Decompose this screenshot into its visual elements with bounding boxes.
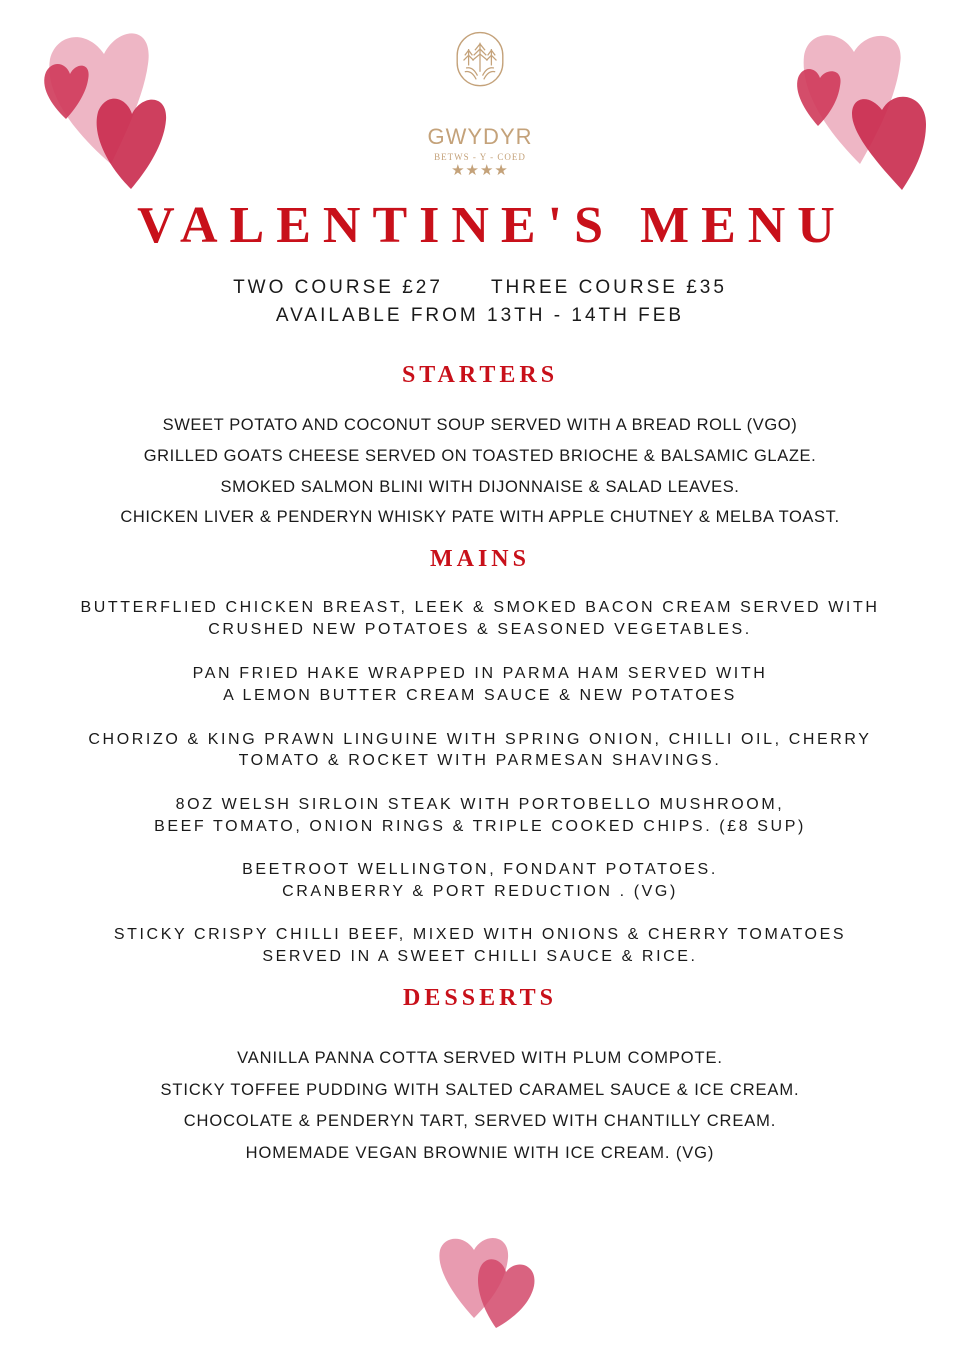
dessert-item: VANILLA PANNA COTTA SERVED WITH PLUM COMPOTE. xyxy=(237,1049,723,1067)
star-rating: ★★★★ xyxy=(451,162,509,179)
main-item-line: CRUSHED NEW POTATOES & SEASONED VEGETABLES. xyxy=(208,621,752,638)
pricing-line xyxy=(0,277,960,299)
main-item-line: BUTTERFLIED CHICKEN BREAST, LEEK & SMOKED BACON CREAM SERVED WITH xyxy=(80,599,880,616)
main-item-line: STICKY CRISPY CHILLI BEEF, MIXED WITH ONIONS & CHERRY TOMATOES xyxy=(113,926,847,943)
main-item-line: BEEF TOMATO, ONION RINGS & TRIPLE COOKED CHIPS. (£8 SUP) xyxy=(154,818,806,835)
three-course-price: THREE COURSE £35 xyxy=(490,277,727,298)
starter-item: CHICKEN LIVER & PENDERYN WHISKY PATE WITH APPLE CHUTNEY & MELBA TOAST. xyxy=(120,508,840,526)
starter-item: SMOKED SALMON BLINI WITH DIJONNAISE & SALAD LEAVES. xyxy=(220,478,740,496)
main-item-line: TOMATO & ROCKET WITH PARMESAN SHAVINGS. xyxy=(238,752,722,769)
main-item-line: CHORIZO & KING PRAWN LINGUINE WITH SPRING ONION, CHILLI OIL, CHERRY xyxy=(88,731,872,748)
main-item-line: A LEMON BUTTER CREAM SAUCE & NEW POTATOES xyxy=(223,687,737,704)
dessert-item: STICKY TOFFEE PUDDING WITH SALTED CARAMEL SAUCE & ICE CREAM. xyxy=(160,1081,800,1099)
main-item-line: 8OZ WELSH SIRLOIN STEAK WITH PORTOBELLO MUSHROOM, xyxy=(175,796,785,813)
main-item-line: PAN FRIED HAKE WRAPPED IN PARMA HAM SERVED WITH xyxy=(192,665,768,682)
dessert-item: HOMEMADE VEGAN BROWNIE WITH ICE CREAM. (VG) xyxy=(245,1144,715,1162)
hearts-bottom-center-icon xyxy=(430,1228,545,1333)
starters-heading: STARTERS xyxy=(401,362,559,388)
brand-name: GWYDYR xyxy=(427,124,533,149)
starter-item: GRILLED GOATS CHEESE SERVED ON TOASTED BRIOCHE & BALSAMIC GLAZE. xyxy=(143,447,817,465)
mains-heading: MAINS xyxy=(429,546,530,572)
desserts-heading: DESSERTS xyxy=(403,985,557,1011)
gwydyr-logo-icon xyxy=(420,30,540,125)
main-item-line: SERVED IN A SWEET CHILLI SAUCE & RICE. xyxy=(262,948,698,965)
brand-location: BETWS - Y - COED xyxy=(434,152,526,162)
starter-item: SWEET POTATO AND COCONUT SOUP SERVED WITH A BREAD ROLL (VGO) xyxy=(162,416,798,434)
main-item-line: CRANBERRY & PORT REDUCTION . (VG) xyxy=(282,883,678,900)
dessert-item: CHOCOLATE & PENDERYN TART, SERVED WITH CHANTILLY CREAM. xyxy=(183,1112,777,1130)
page-title: VALENTINE'S MENU xyxy=(137,197,847,254)
availability-dates: AVAILABLE FROM 13TH - 14TH FEB xyxy=(275,305,685,326)
two-course-price: TWO COURSE £27 xyxy=(233,277,443,298)
main-item-line: BEETROOT WELLINGTON, FONDANT POTATOES. xyxy=(242,861,718,878)
